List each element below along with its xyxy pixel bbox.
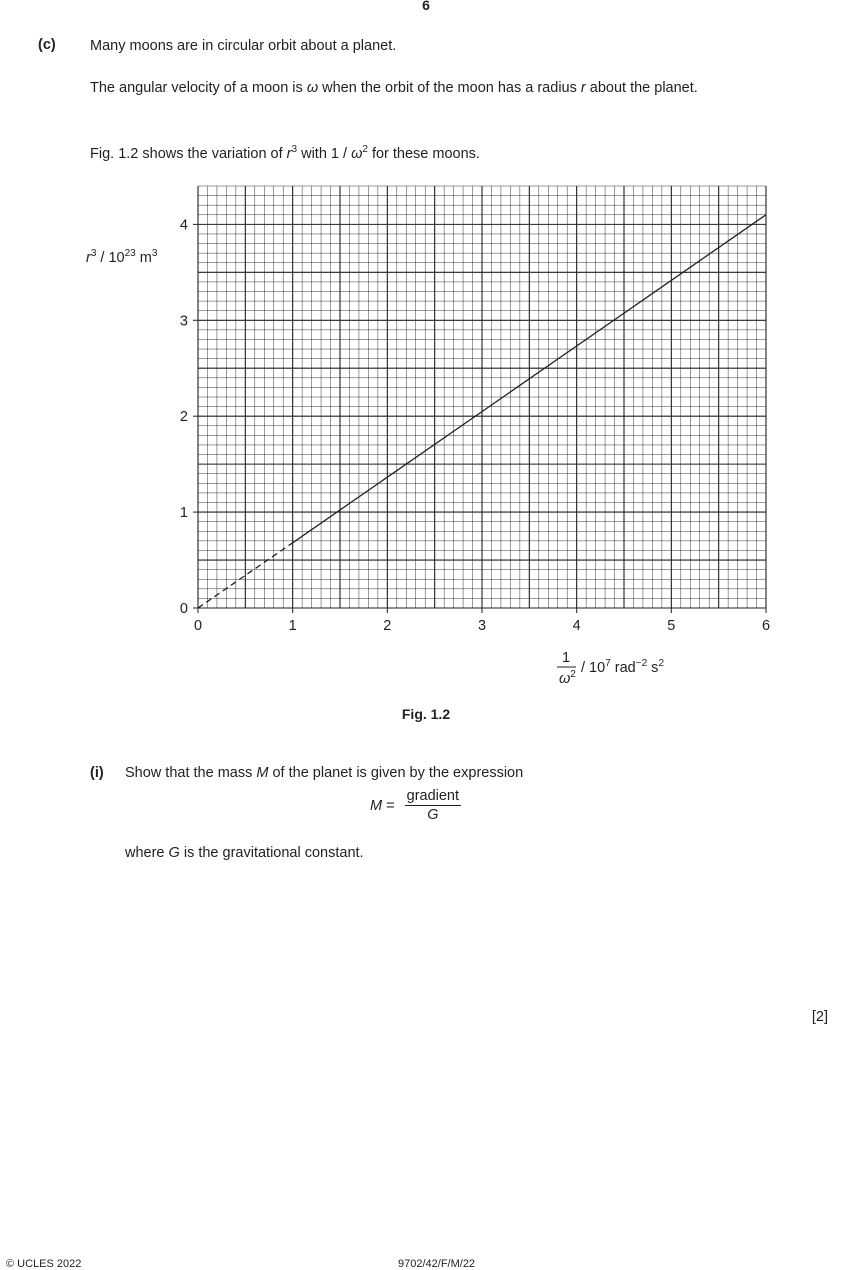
y-tick-label: 0 (179, 601, 188, 617)
x-tick-label: 1 (288, 618, 297, 634)
formula-equals: = (382, 797, 399, 814)
x-tick-label: 4 (572, 618, 581, 634)
angular-text-a: The angular velocity of a moon is (90, 80, 307, 96)
y-tick-label: 2 (179, 409, 188, 426)
fig-ref-a: Fig. 1.2 shows the variation of (90, 146, 287, 162)
formula-denominator: G (427, 807, 439, 823)
formula-numerator: gradient (406, 788, 460, 804)
y-tick-label: 1 (179, 505, 188, 522)
omega-symbol: ω (306, 80, 319, 96)
fig-ref-exp2: 2 (362, 144, 368, 155)
fig-ref-exp: 3 (291, 144, 298, 155)
angular-text-b: when the orbit of the moon has a radius (318, 80, 581, 96)
marks-allocation: [2] (811, 1009, 828, 1025)
formula-lhs: M (370, 797, 383, 814)
x-axis-label-denominator: $\omega^2$ (559, 669, 576, 687)
y-tick-label: 4 (179, 217, 188, 234)
radius-symbol: r (580, 80, 586, 96)
y-tick-label: 3 (179, 313, 188, 330)
fig-ref-b: with 1 / (297, 146, 352, 162)
x-tick-label: 5 (667, 618, 676, 634)
part-c-label: (c) (38, 37, 56, 53)
fig-ref-c: for these moons. (367, 146, 480, 162)
x-tick-label: 0 (193, 618, 203, 634)
mass-symbol: M (256, 765, 269, 781)
part-c-intro: Many moons are in circular orbit about a planet. (90, 38, 397, 54)
x-tick-label: 6 (761, 618, 771, 634)
where-text-b: is the gravitational constant. (179, 845, 364, 861)
formula-fraction (405, 788, 461, 823)
where-statement (125, 845, 364, 861)
footer-paper-code: 9702/42/F/M/22 (398, 1258, 476, 1270)
figure-caption: Fig. 1.2 (401, 706, 451, 722)
footer-copyright: © UCLES 2022 (6, 1258, 82, 1270)
y-axis-label: $r^3 / 10^{23}$ $m^3$ (86, 248, 158, 266)
angular-text-c: about the planet. (585, 80, 698, 96)
x-axis-label-numerator: 1 (561, 650, 571, 666)
page-number: 6 (422, 0, 430, 13)
x-axis-label-units: / $10^7$ rad$^{-2}$ $s^2$ (581, 658, 664, 676)
part-i-label: (i) (90, 765, 104, 781)
where-text-a: where (125, 845, 169, 861)
mass-formula (370, 788, 461, 823)
x-tick-label: 3 (477, 618, 487, 634)
part-i-question (125, 765, 523, 781)
x-tick-label: 2 (383, 618, 392, 634)
fig-ref-r: r (286, 146, 292, 162)
part-i-text-a: Show that the mass (125, 765, 257, 781)
part-i-text-b: of the planet is given by the expression (268, 765, 524, 781)
gravitational-constant-symbol: G (168, 845, 180, 861)
graph-grid (198, 186, 766, 608)
fig-ref-omega: ω (351, 146, 363, 162)
